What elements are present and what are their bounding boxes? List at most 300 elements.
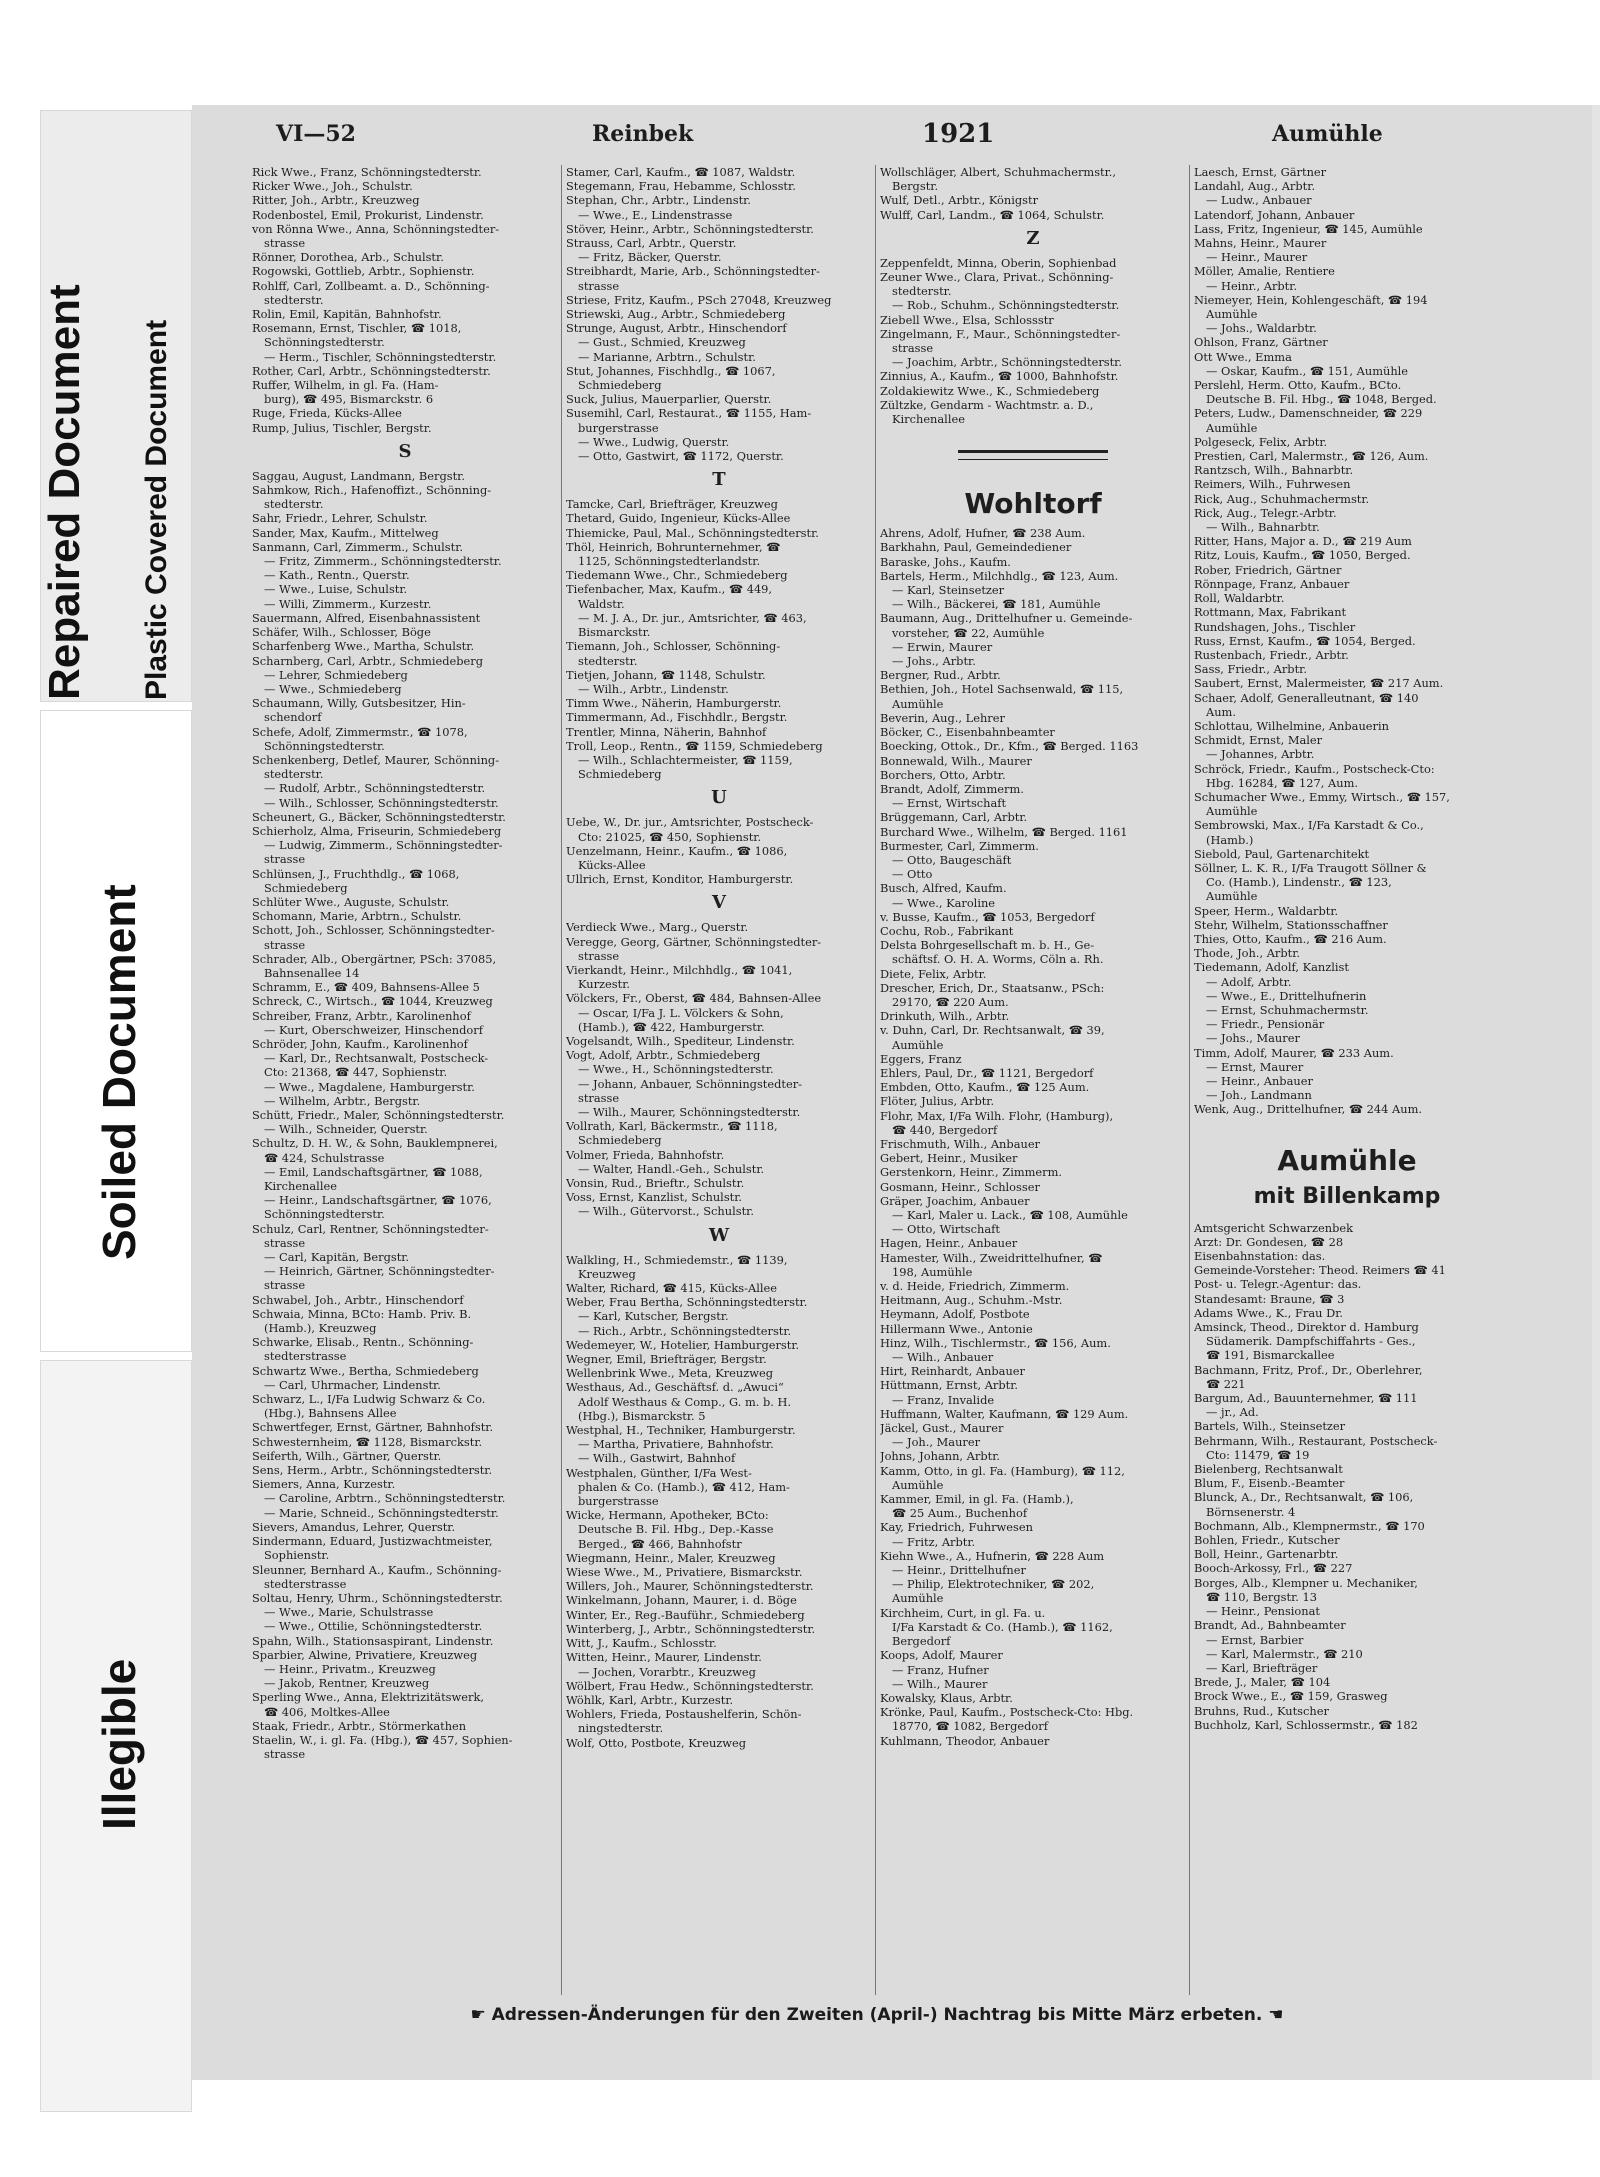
directory-entry: — Willi, Zimmerm., Kurzestr. — [264, 596, 432, 611]
directory-entry: Embden, Otto, Kaufm., ☎ 125 Aum. — [880, 1080, 1090, 1095]
directory-entry: Möller, Amalie, Rentiere — [1194, 264, 1335, 279]
directory-entry: Heymann, Adolf, Postbote — [880, 1307, 1030, 1322]
directory-entry: — Wwe., Ludwig, Querstr. — [578, 434, 730, 449]
directory-entry: Reimers, Wilh., Fuhrwesen — [1194, 477, 1351, 492]
directory-entry: Bargum, Ad., Bauunternehmer, ☎ 111 — [1194, 1391, 1418, 1406]
alphabet-letter-heading: Z — [1026, 227, 1040, 249]
directory-entry: Wedemeyer, W., Hotelier, Hamburgerstr. — [566, 1337, 800, 1352]
directory-entry: — Fritz, Arbtr. — [892, 1534, 976, 1549]
directory-entry: Sahmkow, Rich., Hafenoffizt., Schönning- — [252, 483, 492, 498]
directory-entry: Bielenberg, Rechtsanwalt — [1194, 1462, 1343, 1477]
directory-entry: Ricker Wwe., Joh., Schulstr. — [252, 179, 413, 194]
directory-entry: strasse — [578, 278, 620, 293]
directory-entry: Striese, Fritz, Kaufm., PSch 27048, Kreuzweg — [566, 292, 832, 307]
directory-entry: Roll, Waldarbtr. — [1194, 591, 1285, 606]
directory-entry: Schmiedeberg — [264, 880, 348, 895]
column-rule — [1189, 165, 1190, 1995]
locality-subheading: mit Billenkamp — [1253, 1183, 1441, 1209]
directory-entry: Flohr, Max, I/Fa Wilh. Flohr, (Hamburg), — [880, 1108, 1114, 1123]
directory-entry: — Heinr., Privatm., Kreuzweg — [264, 1661, 436, 1676]
directory-entry: — Wilh., Anbauer — [892, 1350, 994, 1365]
directory-entry: Ehlers, Paul, Dr., ☎ 1121, Bergedorf — [880, 1065, 1094, 1080]
directory-entry: Bethien, Joh., Hotel Sachsenwald, ☎ 115, — [880, 682, 1124, 697]
directory-entry: Ohlson, Franz, Gärtner — [1194, 335, 1328, 350]
directory-entry: Kamm, Otto, in gl. Fa. (Hamburg), ☎ 112, — [880, 1463, 1125, 1478]
directory-entry: Aum. — [1206, 704, 1236, 719]
directory-entry: — Heinr., Anbauer — [1206, 1074, 1313, 1088]
directory-entry: 198, Aumühle — [892, 1264, 973, 1279]
directory-entry: Westphalen, Günther, I/Fa West- — [566, 1465, 752, 1480]
directory-entry: Latendorf, Johann, Anbauer — [1194, 207, 1355, 222]
directory-entry: Verdieck Wwe., Marg., Querstr. — [566, 920, 749, 935]
directory-entry: strasse — [892, 341, 934, 356]
directory-entry: Seiferth, Wilh., Gärtner, Querstr. — [252, 1448, 442, 1463]
directory-entry: Tiedemann, Adolf, Kanzlist — [1194, 960, 1349, 975]
directory-entry: — Emil, Landschaftsgärtner, ☎ 1088, — [264, 1164, 483, 1179]
directory-entry: Ritz, Louis, Kaufm., ☎ 1050, Berged. — [1194, 548, 1411, 563]
alphabet-letter-heading: S — [398, 440, 412, 462]
directory-entry: — Fritz, Bäcker, Querstr. — [578, 250, 722, 265]
header-district: Aumühle — [1272, 121, 1383, 147]
directory-entry: Kreuzweg — [578, 1266, 636, 1281]
directory-entry: Veregge, Georg, Gärtner, Schönningstedter- — [566, 934, 822, 949]
directory-entry: — Karl, Dr., Rechtsanwalt, Postscheck- — [264, 1051, 489, 1066]
directory-entry: Busch, Alfred, Kaufm. — [880, 881, 1007, 896]
directory-entry: Rolin, Emil, Kapitän, Bahnhofstr. — [252, 307, 442, 322]
directory-entry: — Joachim, Arbtr., Schönningstedterstr. — [892, 355, 1122, 370]
directory-entry: — Heinr., Landschaftsgärtner, ☎ 1076, — [264, 1193, 492, 1208]
directory-entry: — Ernst, Schuhmachermstr. — [1206, 1002, 1369, 1017]
directory-entry: stedterstr. — [578, 653, 638, 668]
directory-entry: Baumann, Aug., Drittelhufner u. Gemeinde- — [880, 611, 1133, 626]
directory-entry: Zoldakiewitz Wwe., K., Schmiedeberg — [880, 383, 1100, 398]
directory-entry: ☎ 110, Bergstr. 13 — [1206, 1589, 1317, 1604]
directory-entry: Hüttmann, Ernst, Arbtr. — [880, 1378, 1019, 1393]
directory-entry: Uenzelmann, Heinr., Kaufm., ☎ 1086, — [566, 843, 788, 858]
directory-entry: — Marianne, Arbtrn., Schulstr. — [578, 349, 756, 364]
label-soiled-document: Soiled Document — [93, 884, 145, 1260]
directory-entry: — Johann, Anbauer, Schönningstedter- — [578, 1076, 803, 1091]
directory-entry: Bergstr. — [892, 179, 939, 194]
directory-entry: — Fritz, Zimmerm., Schönningstedterstr. — [264, 554, 502, 569]
directory-entry: Kiehn Wwe., A., Hufnerin, ☎ 228 Aum — [880, 1548, 1105, 1563]
directory-entry: 18770, ☎ 1082, Bergedorf — [892, 1719, 1048, 1734]
directory-entry: — Otto, Baugeschäft — [892, 852, 1012, 867]
directory-entry: Tietjen, Johann, ☎ 1148, Schulstr. — [566, 667, 766, 682]
directory-entry: — Franz, Invalide — [892, 1392, 995, 1407]
directory-entry: Brede, J., Maler, ☎ 104 — [1194, 1675, 1331, 1690]
directory-entry: Thetard, Guido, Ingenieur, Kücks-Allee — [566, 511, 791, 526]
directory-entry: Hamester, Wilh., Zweidrittelhufner, ☎ — [880, 1250, 1103, 1265]
label-illegible: Illegible — [93, 1658, 145, 1830]
page-body — [192, 105, 1592, 2080]
directory-entry: Kirchheim, Curt, in gl. Fa. u. — [880, 1605, 1046, 1620]
directory-entry: Waldstr. — [578, 596, 625, 611]
directory-entry: Zeuner Wwe., Clara, Privat., Schönning- — [880, 270, 1114, 285]
directory-entry: Wöhlk, Karl, Arbtr., Kurzestr. — [566, 1692, 734, 1707]
directory-entry: Gemeinde-Vorsteher: Theod. Reimers ☎ 41 — [1194, 1263, 1446, 1278]
directory-entry: Schlüter Wwe., Auguste, Schulstr. — [252, 894, 450, 909]
directory-entry: Börnsenerstr. 4 — [1206, 1504, 1296, 1519]
directory-entry: Amtsgericht Schwarzenbek — [1194, 1220, 1354, 1235]
directory-entry: schendorf — [264, 710, 322, 725]
directory-entry: Hbg. 16284, ☎ 127, Aum. — [1206, 775, 1359, 790]
directory-entry: Schwabel, Joh., Arbtr., Hinschendorf — [252, 1292, 464, 1307]
directory-entry: Zinnius, A., Kaufm., ☎ 1000, Bahnhofstr. — [880, 369, 1119, 384]
directory-entry: Walkling, H., Schmiedemstr., ☎ 1139, — [566, 1252, 788, 1267]
directory-entry: Kücks-Allee — [578, 857, 646, 872]
alphabet-letter-heading: T — [712, 469, 726, 491]
directory-entry: Koops, Adolf, Maurer — [880, 1648, 1003, 1663]
directory-entry: Stamer, Carl, Kaufm., ☎ 1087, Waldstr. — [566, 165, 796, 179]
directory-entry: Schäfer, Wilh., Schlosser, Böge — [252, 625, 431, 640]
directory-entry: Kammer, Emil, in gl. Fa. (Hamb.), — [880, 1492, 1074, 1507]
directory-entry: — Otto — [892, 867, 933, 882]
directory-entry: Delsta Bohrgesellschaft m. b. H., Ge- — [880, 938, 1095, 953]
directory-entry: — Heinr., Arbtr. — [1206, 278, 1298, 293]
directory-entry: Hillermann Wwe., Antonie — [880, 1321, 1033, 1336]
directory-entry: Susemihl, Carl, Restaurat., ☎ 1155, Ham- — [566, 406, 812, 421]
directory-entry: Lass, Fritz, Ingenieur, ☎ 145, Aumühle — [1194, 221, 1423, 236]
directory-entry: ☎ 424, Schulstrasse — [264, 1150, 385, 1165]
directory-entry: — Wwe., Ottilie, Schönningstedterstr. — [264, 1619, 483, 1634]
directory-entry: — Johs., Waldarbtr. — [1206, 321, 1317, 336]
footer-notice: ☛ Adressen-Änderungen für den Zweiten (April-) Nachtrag bis Mitte März erbeten. ☚ — [470, 2005, 1284, 2025]
directory-entry: Sass, Friedr., Arbtr. — [1194, 662, 1307, 677]
directory-entry: ☎ 406, Moltkes-Allee — [264, 1704, 390, 1719]
directory-entry: Beverin, Aug., Lehrer — [880, 710, 1005, 725]
directory-entry: Tiedemann Wwe., Chr., Schmiedeberg — [566, 568, 788, 583]
directory-entry: strasse — [264, 937, 306, 952]
directory-entry: Frischmuth, Wilh., Anbauer — [880, 1136, 1041, 1151]
directory-entry: Gebert, Heinr., Musiker — [880, 1151, 1018, 1166]
directory-entry: Wohlers, Frieda, Postaushelferin, Schön- — [566, 1707, 802, 1722]
directory-entry: stedterstr. — [892, 284, 952, 299]
directory-entry: Kuhlmann, Theodor, Anbauer — [880, 1733, 1050, 1748]
directory-entry: Blum, F., Eisenb.-Beamter — [1194, 1476, 1345, 1491]
directory-entry: — Oskar, Kaufm., ☎ 151, Aumühle — [1206, 363, 1409, 378]
directory-entry: Schramm, E., ☎ 409, Bahnsens-Allee 5 — [252, 980, 480, 995]
directory-entry: Kowalsky, Klaus, Arbtr. — [880, 1690, 1013, 1705]
directory-entry: Vogt, Adolf, Arbtr., Schmiedeberg — [566, 1048, 761, 1063]
directory-entry: Völckers, Fr., Oberst, ☎ 484, Bahnsen-Allee — [566, 991, 822, 1006]
directory-entry: Laesch, Ernst, Gärtner — [1194, 165, 1327, 179]
directory-entry: — Johs., Arbtr. — [892, 654, 976, 669]
directory-entry: Hirt, Reinhardt, Anbauer — [880, 1364, 1025, 1379]
directory-entry: — Oscar, I/Fa J. L. Völckers & Sohn, — [578, 1005, 784, 1020]
directory-entry: Rönner, Dorothea, Arb., Schulstr. — [252, 250, 444, 265]
directory-entry: — Wilh., Bäckerei, ☎ 181, Aumühle — [892, 597, 1101, 612]
directory-entry: Zültzke, Gendarm - Wachtmstr. a. D., — [880, 397, 1094, 412]
directory-entry: Tamcke, Carl, Briefträger, Kreuzweg — [566, 497, 778, 512]
directory-entry: (Hamb.), ☎ 422, Hamburgerstr. — [578, 1019, 765, 1034]
directory-entry: Kirchenallee — [264, 1179, 337, 1194]
directory-entry: — Johannes, Arbtr. — [1206, 747, 1315, 762]
directory-entry: — Carl, Kapitän, Bergstr. — [264, 1250, 410, 1265]
directory-entry: Flöter, Julius, Arbtr. — [880, 1094, 995, 1109]
directory-entry: — Joh., Maurer — [892, 1435, 981, 1450]
directory-entry: Strauss, Carl, Arbtr., Querstr. — [566, 236, 737, 251]
directory-entry: schäftsf. O. H. A. Worms, Cöln a. Rh. — [892, 952, 1104, 967]
directory-entry: Drinkuth, Wilh., Arbtr. — [880, 1009, 1010, 1024]
directory-entry: 29170, ☎ 220 Aum. — [892, 994, 1009, 1009]
page-header — [262, 115, 1562, 155]
directory-entry: Schaumann, Willy, Gutsbesitzer, Hin- — [252, 696, 466, 711]
column-rule — [561, 165, 562, 1995]
directory-entry: Stephan, Chr., Arbtr., Lindenstr. — [566, 193, 751, 208]
directory-entry: Ziebell Wwe., Elsa, Schlossstr — [880, 312, 1054, 327]
directory-entry: — Wilh., Maurer — [892, 1676, 988, 1691]
section-divider — [958, 450, 1108, 460]
alphabet-letter-heading: W — [708, 1224, 730, 1246]
directory-entry: Ruffer, Wilhelm, in gl. Fa. (Ham- — [252, 378, 439, 393]
directory-entry: Sparbier, Alwine, Privatiere, Kreuzweg — [252, 1647, 478, 1662]
directory-entry: Bahnsenallee 14 — [264, 965, 360, 980]
directory-entry: strasse — [578, 948, 620, 963]
directory-entry: Landahl, Aug., Arbtr. — [1194, 179, 1316, 194]
directory-entry: Bismarckstr. — [578, 625, 651, 640]
directory-entry: — Otto, Gastwirt, ☎ 1172, Querstr. — [578, 449, 784, 464]
directory-entry: Schrader, Alb., Obergärtner, PSch: 37085, — [252, 951, 497, 966]
directory-entry: Wiegmann, Heinr., Maler, Kreuzweg — [566, 1550, 776, 1565]
directory-entry: — Carl, Uhrmacher, Lindenstr. — [264, 1377, 441, 1392]
directory-entry: Ritter, Joh., Arbtr., Kreuzweg — [252, 193, 420, 208]
directory-entry: ningstedterstr. — [578, 1721, 664, 1736]
directory-entry: Südamerik. Dampfschiffahrts - Ges., — [1206, 1334, 1416, 1349]
directory-entry: Sophienstr. — [264, 1548, 330, 1563]
directory-entry: Cto: 21025, ☎ 450, Sophienstr. — [578, 829, 762, 844]
directory-entry: Wellenbrink Wwe., Meta, Kreuzweg — [566, 1366, 774, 1381]
directory-entry: ☎ 25 Aum., Buchenhof — [892, 1506, 1028, 1521]
directory-entry: Winkelmann, Johann, Maurer, i. d. Böge — [566, 1593, 797, 1608]
directory-entry: Ullrich, Ernst, Konditor, Hamburgerstr. — [566, 872, 794, 887]
directory-entry: Bonnewald, Wilh., Maurer — [880, 753, 1032, 768]
column-rule — [875, 165, 876, 1995]
directory-entry: Troll, Leop., Rentn., ☎ 1159, Schmiedeberg — [566, 738, 823, 753]
directory-entry: Blunck, A., Dr., Rechtsanwalt, ☎ 106, — [1194, 1490, 1414, 1505]
directory-entry: Ahrens, Adolf, Hufner, ☎ 238 Aum. — [880, 526, 1086, 541]
directory-entry: Buchholz, Karl, Schlossermstr., ☎ 182 — [1194, 1717, 1418, 1732]
directory-entry: Thode, Joh., Arbtr. — [1194, 946, 1301, 961]
directory-entry: Timm Wwe., Näherin, Hamburgerstr. — [566, 696, 782, 711]
directory-entry: Rohlff, Carl, Zollbeamt. a. D., Schönning- — [252, 278, 490, 293]
directory-entry: Rober, Friedrich, Gärtner — [1194, 562, 1342, 577]
directory-entry: — Wilh., Arbtr., Lindenstr. — [578, 681, 729, 696]
directory-entry: Rump, Julius, Tischler, Bergstr. — [252, 420, 432, 435]
header-year: 1921 — [922, 119, 995, 149]
directory-entry: Timm, Adolf, Maurer, ☎ 233 Aum. — [1194, 1045, 1394, 1060]
directory-entry: Eisenbahnstation: das. — [1194, 1249, 1326, 1264]
directory-entry: Drescher, Erich, Dr., Staatsanw., PSch: — [880, 980, 1105, 995]
directory-entry: Vogelsandt, Wilh., Spediteur, Lindenstr. — [566, 1033, 795, 1048]
directory-entry: — Karl, Briefträger — [1206, 1660, 1318, 1675]
directory-entry: Hinz, Wilh., Tischlermstr., ☎ 156, Aum. — [880, 1335, 1111, 1350]
directory-entry: Winterberg, J., Arbtr., Schönningstedterstr. — [566, 1621, 816, 1636]
directory-entry: Sievers, Amandus, Lehrer, Querstr. — [252, 1519, 456, 1534]
directory-entry: — Wwe., Karoline — [892, 895, 996, 910]
locality-heading: Aumühle — [1277, 1143, 1417, 1177]
directory-entry: Amsinck, Theod., Direktor d. Hamburg — [1194, 1320, 1419, 1335]
directory-entry: Wulf, Detl., Arbtr., Königstr — [880, 193, 1039, 208]
directory-entry: Schönningstedterstr. — [264, 1207, 385, 1222]
directory-entry: Behrmann, Wilh., Restaurant, Postscheck- — [1194, 1433, 1438, 1448]
directory-entry: Schwarz, L., I/Fa Ludwig Schwarz & Co. — [252, 1392, 486, 1407]
directory-entry: Timmermann, Ad., Fischhdlr., Bergstr. — [566, 710, 788, 725]
directory-entry: — Johs., Maurer — [1206, 1031, 1300, 1046]
directory-entry: Walter, Richard, ☎ 415, Kücks-Allee — [566, 1281, 777, 1296]
directory-entry: Diete, Felix, Arbtr. — [880, 966, 987, 981]
directory-entry: — Erwin, Maurer — [892, 639, 993, 654]
directory-entry: Sembrowski, Max., I/Fa Karstadt & Co., — [1194, 818, 1424, 833]
directory-entry: Saubert, Ernst, Malermeister, ☎ 217 Aum. — [1194, 676, 1444, 691]
directory-entry: — Otto, Wirtschaft — [892, 1222, 1000, 1237]
directory-entry: Saggau, August, Landmann, Bergstr. — [252, 468, 465, 483]
directory-entry: Soltau, Henry, Uhrm., Schönningstedterstr. — [252, 1590, 503, 1605]
directory-entry: — Ludw., Anbauer — [1206, 193, 1312, 208]
directory-column-1 — [252, 165, 558, 1995]
directory-entry: — Heinr., Drittelhufner — [892, 1563, 1026, 1578]
label-repaired-document: Repaired Document — [40, 284, 89, 700]
directory-entry: Stegemann, Frau, Hebamme, Schlosstr. — [566, 179, 796, 194]
directory-entry: Schreck, C., Wirtsch., ☎ 1044, Kreuzweg — [252, 994, 493, 1009]
directory-entry: Volmer, Frieda, Bahnhofstr. — [566, 1147, 725, 1162]
directory-entry: Burchard Wwe., Wilhelm, ☎ Berged. 1161 — [880, 824, 1128, 839]
directory-entry: Voss, Ernst, Kanzlist, Schulstr. — [566, 1190, 743, 1205]
directory-entry: Wolf, Otto, Postbote, Kreuzweg — [566, 1735, 747, 1750]
directory-entry: Siebold, Paul, Gartenarchitekt — [1194, 846, 1370, 861]
directory-entry: Wicke, Hermann, Apotheker, BCto: — [566, 1508, 769, 1523]
directory-entry: Schütt, Friedr., Maler, Schönningstedterstr. — [252, 1108, 505, 1122]
directory-entry: — Rich., Arbtr., Schönningstedterstr. — [578, 1323, 792, 1338]
directory-entry: Tiefenbacher, Max, Kaufm., ☎ 449, — [566, 582, 773, 597]
directory-entry: Russ, Ernst, Kaufm., ☎ 1054, Berged. — [1194, 633, 1416, 648]
directory-entry: Hagen, Heinr., Anbauer — [880, 1236, 1018, 1251]
directory-entry: Brock Wwe., E., ☎ 159, Grasweg — [1194, 1689, 1388, 1704]
directory-entry: — Rudolf, Arbtr., Schönningstedterstr. — [264, 781, 486, 796]
directory-entry: Aumühle — [892, 696, 944, 711]
directory-entry: Thöl, Heinrich, Bohrunternehmer, ☎ — [566, 539, 781, 554]
directory-entry: — Philip, Elektrotechniker, ☎ 202, — [892, 1577, 1095, 1592]
directory-entry: Vierkandt, Heinr., Milchhdlg., ☎ 1041, — [566, 962, 793, 977]
directory-entry: Schröder, John, Kaufm., Karolinenhof — [252, 1036, 468, 1051]
directory-entry: — Wilh., Bahnarbtr. — [1206, 520, 1320, 535]
directory-entry: Deutsche B. Fil. Hbg., ☎ 1048, Berged. — [1206, 392, 1437, 407]
directory-entry: — Wwe., E., Lindenstrasse — [578, 207, 733, 222]
directory-entry: Sperling Wwe., Anna, Elektrizitätswerk, — [252, 1690, 484, 1705]
directory-entry: Schreiber, Franz, Arbtr., Karolinenhof — [252, 1008, 471, 1023]
directory-entry: Schlünsen, J., Fruchthdlg., ☎ 1068, — [252, 866, 460, 881]
directory-entry: — Wwe., Magdalene, Hamburgerstr. — [264, 1079, 475, 1094]
directory-entry: Uebe, W., Dr. jur., Amtsrichter, Postscheck- — [566, 815, 814, 830]
directory-entry: Schlottau, Wilhelmine, Anbauerin — [1194, 718, 1389, 733]
directory-entry: Perslehl, Herm. Otto, Kaufm., BCto. — [1194, 378, 1402, 393]
directory-entry: Arzt: Dr. Gondesen, ☎ 28 — [1194, 1234, 1344, 1249]
directory-entry: — Martha, Privatiere, Bahnhofstr. — [578, 1437, 774, 1452]
directory-entry: Schierholz, Alma, Friseurin, Schmiedeberg — [252, 823, 502, 838]
directory-entry: Schomann, Marie, Arbtrn., Schulstr. — [252, 909, 462, 924]
directory-entry: Eggers, Franz — [880, 1051, 962, 1066]
directory-entry: Gräper, Joachim, Anbauer — [880, 1193, 1030, 1208]
directory-entry: Schumacher Wwe., Emmy, Wirtsch., ☎ 157, — [1194, 789, 1450, 804]
directory-entry: Schott, Joh., Schlosser, Schönningstedter- — [252, 923, 495, 938]
directory-entry: Rundshagen, Johs., Tischler — [1194, 619, 1356, 634]
directory-entry: — jr., Ad. — [1206, 1405, 1259, 1420]
scanned-page — [192, 105, 1600, 2080]
directory-entry: Thies, Otto, Kaufm., ☎ 216 Aum. — [1194, 931, 1387, 946]
directory-entry: Schaer, Adolf, Generalleutnant, ☎ 140 — [1194, 690, 1419, 705]
directory-entry: Bergner, Rud., Arbtr. — [880, 668, 1001, 683]
directory-entry: Sander, Max, Kaufm., Mittelweg — [252, 525, 439, 540]
directory-entry: Borges, Alb., Klempner u. Mechaniker, — [1194, 1575, 1418, 1590]
directory-entry: Aumühle — [1206, 307, 1258, 322]
directory-entry: Winter, Er., Reg.-Bauführ., Schmiedeberg — [566, 1607, 805, 1622]
directory-entry: Rosemann, Ernst, Tischler, ☎ 1018, — [252, 321, 462, 336]
directory-entry: Siemers, Anna, Kurzestr. — [252, 1477, 396, 1492]
directory-entry: Schefe, Adolf, Zimmermstr., ☎ 1078, — [252, 724, 468, 739]
directory-entry: Polgeseck, Felix, Arbtr. — [1194, 434, 1328, 449]
directory-entry: Co. (Hamb.), Lindenstr., ☎ 123, — [1206, 875, 1392, 890]
directory-entry: Schröck, Friedr., Kaufm., Postscheck-Cto: — [1194, 761, 1435, 776]
directory-entry: Staelin, W., i. gl. Fa. (Hbg.), ☎ 457, Sophien- — [252, 1732, 513, 1747]
directory-entry: — Wilh., Gastwirt, Bahnhof — [578, 1451, 736, 1466]
directory-entry: — Heinrich, Gärtner, Schönningstedter- — [264, 1264, 495, 1279]
directory-entry: Rogowski, Gottlieb, Arbtr., Sophienstr. — [252, 264, 475, 279]
directory-entry: — Adolf, Arbtr. — [1206, 974, 1292, 989]
directory-entry: Rick, Aug., Telegr.-Arbtr. — [1194, 505, 1337, 520]
directory-entry: — Herm., Tischler, Schönningstedterstr. — [264, 349, 497, 364]
alphabet-letter-heading: V — [712, 892, 726, 914]
directory-entry: strasse — [578, 1090, 620, 1105]
directory-entry: Schönningstedterstr. — [264, 738, 385, 753]
directory-entry: Vonsin, Rud., Brieftr., Schulstr. — [566, 1176, 745, 1190]
directory-entry: Aumühle — [892, 1477, 944, 1492]
directory-entry: — Ernst, Wirtschaft — [892, 796, 1007, 811]
directory-entry: (Hamb.) — [1206, 832, 1254, 847]
directory-entry: Borchers, Otto, Arbtr. — [880, 767, 1006, 782]
directory-entry: 1125, Schönningstedterlandstr. — [578, 554, 761, 569]
directory-entry: Rönnpage, Franz, Anbauer — [1194, 576, 1350, 591]
directory-entry: Cto: 11479, ☎ 19 — [1206, 1447, 1310, 1462]
directory-entry: Sanmann, Carl, Zimmerm., Schulstr. — [252, 539, 464, 554]
alphabet-letter-heading: U — [711, 787, 727, 809]
directory-entry: Gerstenkorn, Heinr., Zimmerm. — [880, 1165, 1063, 1180]
directory-entry: — Wwe., Schmiedeberg — [264, 681, 402, 696]
directory-entry: — Karl, Malermstr., ☎ 210 — [1206, 1646, 1363, 1661]
directory-entry: Deutsche B. Fil. Hbg., Dep.-Kasse — [578, 1522, 774, 1537]
directory-entry: Bachmann, Fritz, Prof., Dr., Oberlehrer, — [1194, 1362, 1423, 1377]
directory-entry: Baraske, Johs., Kaufm. — [880, 554, 1011, 569]
directory-entry: Trentler, Minna, Näherin, Bahnhof — [566, 724, 767, 739]
directory-entry: — Karl, Steinsetzer — [892, 583, 1005, 598]
directory-entry: Speer, Herm., Waldarbtr. — [1194, 903, 1339, 918]
directory-entry: Schwaia, Minna, BCto: Hamb. Priv. B. — [252, 1306, 472, 1321]
directory-column-2 — [566, 165, 872, 1995]
directory-column-4 — [1194, 165, 1500, 1995]
directory-entry: Jäckel, Gust., Maurer — [880, 1421, 1004, 1436]
directory-entry: — Wilh., Schlachtermeister, ☎ 1159, — [578, 752, 793, 767]
directory-entry: Aumühle — [1206, 804, 1258, 819]
directory-column-3 — [880, 165, 1186, 1995]
directory-entry: Schwertfeger, Ernst, Gärtner, Bahnhofstr. — [252, 1420, 494, 1435]
directory-entry: Kurzestr. — [578, 977, 631, 992]
directory-entry: ☎ 221 — [1206, 1376, 1246, 1391]
directory-entry: — Wwe., H., Schönningstedterstr. — [578, 1062, 774, 1077]
directory-entry: Aumühle — [1206, 889, 1258, 904]
directory-entry: Strunge, August, Arbtr., Hinschendorf — [566, 321, 787, 336]
label-plastic-covered-document: Plastic Covered Document — [140, 319, 173, 700]
directory-entry: Schulz, Carl, Rentner, Schönningstedter- — [252, 1221, 489, 1236]
directory-entry: Ritter, Hans, Major a. D., ☎ 219 Aum — [1194, 534, 1412, 549]
